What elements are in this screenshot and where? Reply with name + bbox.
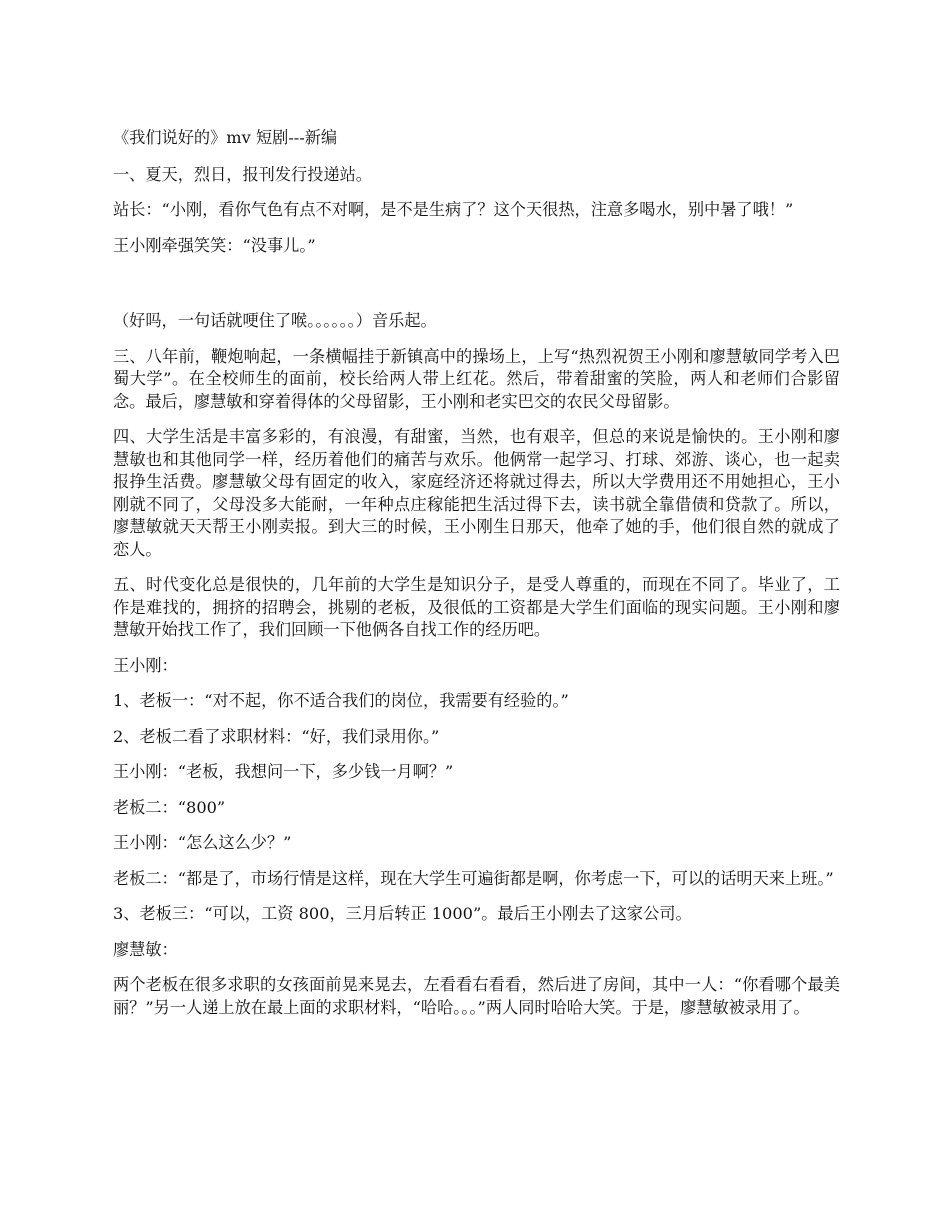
scene-five: 五、时代变化总是很快的，几年前的大学生是知识分子，是受人尊重的，而现在不同了。毕业了，工作是难找的，拥挤的招聘会，挑剔的老板，及很低的工资都是大学生们面临的现实问题。王小刚和廖慧敏开始找工作了，我们回顾一下他俩各自找工作的经历吧。	[113, 575, 840, 639]
wang-complaint: 王小刚：“怎么这么少？”	[113, 833, 292, 852]
wang-xiaogang-heading: 王小刚：	[113, 655, 178, 675]
boss-two-salary: 老板二：“800”	[113, 797, 226, 817]
document-title: 《我们说好的》mv 短剧---新编	[113, 128, 338, 147]
stationmaster-line: 站长：“小刚，看你气色有点不对啊，是不是生病了？这个天很热，注意多喝水，别中暑了哦！”	[113, 200, 794, 219]
boss-two-reply: 老板二：“都是了，市场行情是这样，现在大学生可遍街都是啊，你考虑一下，可以的话明天来上班。”	[113, 868, 834, 888]
wang-question: 王小刚：“老板，我想问一下，多少钱一月啊？”	[113, 762, 454, 781]
scene-four: 四、大学生活是丰富多彩的，有浪漫，有甜蜜，当然，也有艰辛，但总的来说是愉快的。王小刚和廖慧敏也和其他同学一样，经历着他们的痛苦与欢乐。他俩常一起学习、打球、郊游、谈心，也一起卖报挣生活费。廖慧敏父母有固定的收入，家庭经济还将就过得去，所以大学费用还不用她担心，王小刚就不同了，父母没多大能耐，一年种点庄稼能把生活过得下去，读书就全靠借债和贷款了。所以，廖慧敏就天天帮王小刚卖报。到大三的时候，王小刚生日那天，他牵了她的手，他们很自然的就成了恋人。	[113, 427, 840, 559]
boss-one-line: 1、老板一：“对不起，你不适合我们的岗位，我需要有经验的。”	[113, 691, 569, 710]
boss-three-line: 3、老板三：“可以，工资 800，三月后转正 1000”。最后王小刚去了这家公司。	[113, 904, 692, 923]
wang-xiaogang-reply: 王小刚牵强笑笑：“没事儿。”	[113, 235, 316, 255]
boss-two-line: 2、老板二看了求职材料：“好，我们录用你。”	[113, 726, 440, 746]
music-cue: （好吗，一句话就哽住了喉。。。。。。）音乐起。	[113, 311, 437, 330]
liao-huimin-story: 两个老板在很多求职的女孩面前晃来晃去，左看看右看看，然后进了房间，其中一人：“你看哪个最美丽？”另一人递上放在最上面的求职材料，“哈哈。。。”两人同时哈哈大笑。于是，廖慧敏被录用了。	[113, 975, 840, 1017]
scene-three: 三、八年前，鞭炮响起，一条横幅挂于新镇高中的操场上，上写“热烈祝贺王小刚和廖慧敏同学考入巴蜀大学”。在全校师生的面前，校长给两人带上红花。然后，带着甜蜜的笑脸，两人和老师们合影留念。最后，廖慧敏和穿着得体的父母留影，王小刚和老实巴交的农民父母留影。	[113, 346, 840, 411]
liao-huimin-heading: 廖慧敏：	[113, 939, 178, 959]
scene-one: 一、夏天，烈日，报刊发行投递站。	[113, 164, 372, 184]
